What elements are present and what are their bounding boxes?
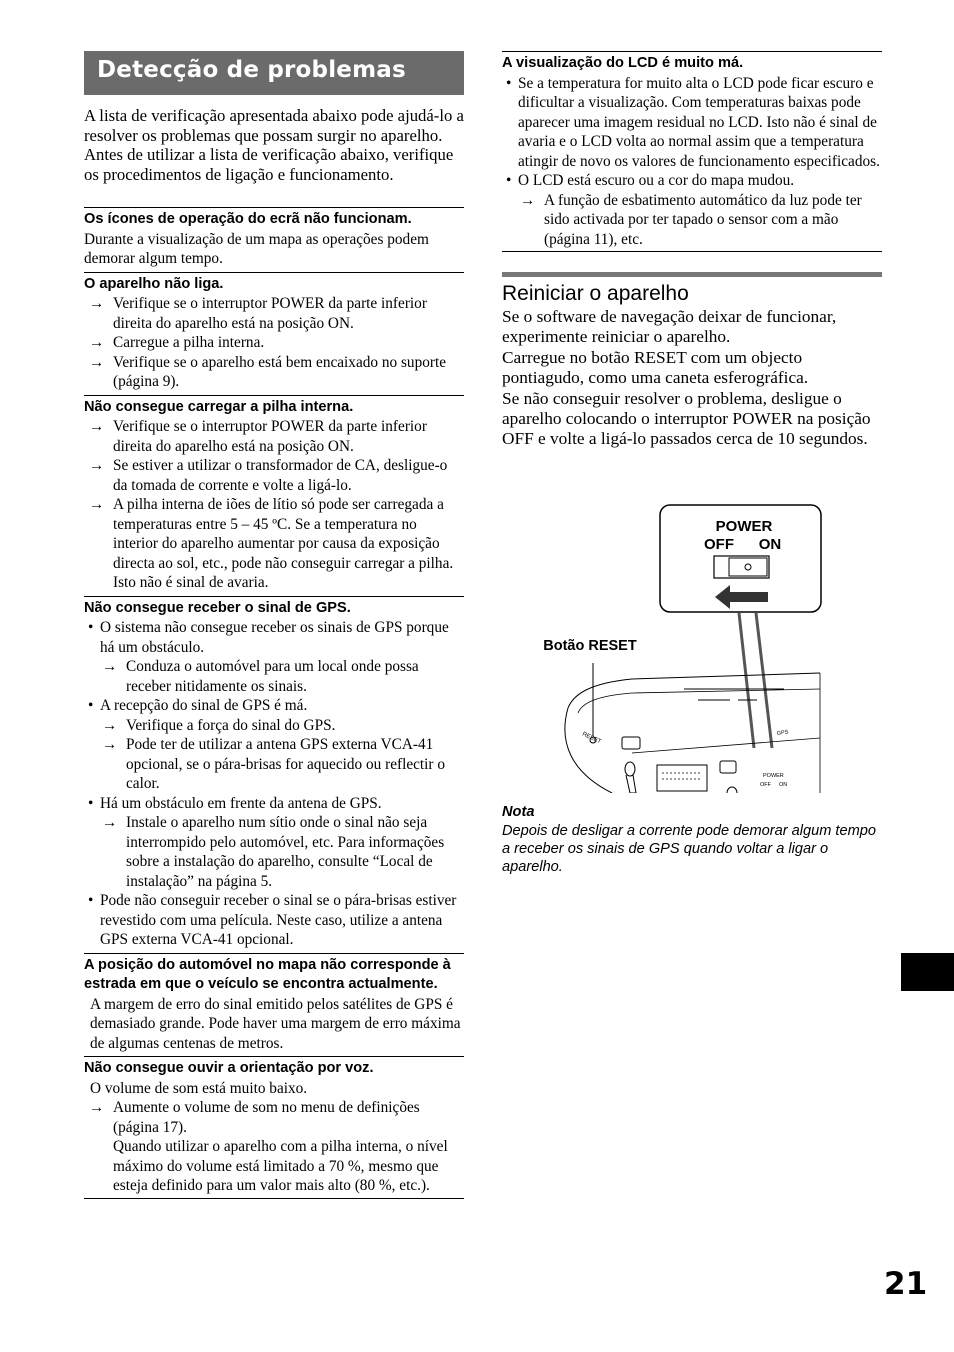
item-text: Pode ter de utilizar a antena GPS externa VCA-41 opcional, se o pára-brisas for aquecido ou reflectir o calor. — [126, 736, 445, 792]
section-heading: Não consegue ouvir a orientação por voz. — [84, 1060, 374, 1076]
section-text: A margem de erro do sinal emitido pelos satélites de GPS é demasiado grande. Pode haver uma margem de erro máxima de algumas centenas de metros. — [90, 995, 461, 1052]
paragraph: Carregue no botão RESET com um objecto pontiagudo, como uma caneta esferográfica. — [502, 347, 809, 388]
bullet-icon: • — [88, 794, 94, 812]
arrow-icon: → — [102, 716, 118, 734]
arrow-item — [502, 191, 882, 250]
device-reset-label: RESET — [581, 731, 602, 746]
callout-line — [756, 613, 772, 748]
switch-knob — [729, 558, 767, 576]
device-outline — [578, 689, 820, 713]
strap-lug — [626, 775, 636, 793]
arrow-icon: → — [89, 418, 105, 435]
on-label: ON — [758, 536, 782, 553]
arrow-icon: → — [89, 457, 105, 474]
section-heading: Os ícones de operação do ecrã não funcionam. — [84, 211, 412, 227]
section-heading: Não consegue carregar a pilha interna. — [84, 398, 354, 415]
section-voice — [84, 1056, 464, 1199]
bullet-icon: • — [506, 74, 512, 92]
arrow-item — [84, 735, 464, 794]
bullet-item — [502, 74, 882, 172]
section-heading: Não consegue receber o sinal de GPS. — [84, 599, 351, 616]
bullet-item — [84, 618, 464, 657]
off-label: OFF — [704, 536, 734, 553]
section-battery — [84, 395, 464, 593]
device-on-label: ON — [779, 782, 788, 788]
power-label: POWER — [715, 518, 773, 535]
item-text: Verifique se o interruptor POWER da parte inferior direita do aparelho está na posição ON. — [113, 295, 427, 332]
section-text: Durante a visualização de um mapa as operações podem demorar algum tempo. — [84, 230, 429, 267]
section-gps — [84, 596, 464, 950]
arrow-item — [84, 716, 464, 736]
bullet-item — [84, 794, 464, 814]
reset-text — [502, 307, 882, 450]
card-slot — [657, 765, 707, 791]
paragraph: Se não conseguir resolver o problema, desligue o aparelho colocando o interruptor POWER na posição OFF e volte a ligá-lo passados cerca de 10 segundos. — [502, 388, 871, 449]
item-text: O sistema não consegue receber os sinais de GPS porque há um obstáculo. — [100, 619, 449, 656]
section-heading: O aparelho não liga. — [84, 275, 224, 292]
right-column — [502, 51, 882, 876]
section-position — [84, 953, 464, 1054]
section-lcd — [502, 51, 882, 252]
arrow-icon: → — [89, 334, 105, 351]
device-outline — [632, 738, 820, 753]
page-title-bar — [84, 51, 464, 95]
bullet-icon: • — [88, 697, 94, 714]
page-number: 21 — [884, 1266, 928, 1302]
strap-lug — [625, 762, 635, 776]
bullet-icon: • — [88, 619, 94, 636]
section-heading: A visualização do LCD é muito má. — [502, 55, 744, 71]
page-title: Detecção de problemas — [97, 57, 406, 83]
item-text: Conduza o automóvel para um local onde possa receber nitidamente os sinais. — [126, 658, 419, 695]
arrow-item — [84, 657, 464, 696]
item-text: A função de esbatimento automático da luz pode ter sido activada por ter tapado o sensor com a mão (página 11), etc. — [544, 191, 862, 248]
item-text: Verifique se o interruptor POWER da parte inferior direita do aparelho está na posição ON. — [113, 418, 427, 455]
arrow-icon: → — [520, 191, 536, 209]
device-gps-label: GPS — [776, 729, 789, 737]
arrow-item — [84, 353, 464, 392]
intro — [84, 106, 464, 184]
arrow-item — [84, 333, 464, 353]
bullet-icon: • — [88, 892, 94, 909]
item-text: Carregue a pilha interna. — [113, 334, 265, 351]
bullet-item — [84, 696, 464, 716]
item-text: Há um obstáculo em frente da antena de GPS. — [100, 794, 382, 812]
heading-rule — [502, 272, 882, 277]
section-tab-marker — [901, 953, 954, 991]
device-off-label: OFF — [760, 782, 771, 788]
connector-port — [622, 737, 640, 749]
section-text: Quando utilizar o aparelho com a pilha interna, o nível máximo do volume está limitado a 70 %, mesmo que esteja definido para um valor mais alto (80 %, etc.). — [113, 1138, 448, 1194]
arrow-item — [84, 813, 464, 891]
item-text: Se a temperatura for muito alta o LCD pode ficar escuro e dificultar a visualização. Com temperaturas baixas pode aparecer uma imagem residual no LCD. Isto não é sinal de avaria e o LCD volta ao normal assim que a temperatura atingir de novo os valores de funcionamento especificados. — [518, 74, 880, 170]
section-heading: Reiniciar o aparelho — [502, 282, 689, 305]
strap-lug — [727, 787, 737, 793]
section-heading: A posição do automóvel no mapa não corresponde à estrada em que o veículo se encontra actualmente. — [84, 956, 451, 992]
item-text: Verifique a força do sinal do GPS. — [126, 716, 336, 734]
arrow-icon: → — [89, 295, 105, 312]
callout-line — [739, 613, 754, 748]
paragraph: Se o software de navegação deixar de funcionar, experimente reiniciar o aparelho. — [502, 307, 837, 347]
arrow-icon: → — [89, 1099, 105, 1116]
item-text: Se estiver a utilizar o transformador de CA, desligue-o da tomada de corrente e volte a ligá-lo. — [113, 457, 448, 494]
arrow-icon: → — [102, 814, 118, 831]
note-text: Depois de desligar a corrente pode demorar algum tempo a receber os sinais de GPS quando voltar a ligar o aparelho. — [502, 823, 876, 876]
bullet-item — [502, 171, 882, 191]
bullet-item — [84, 891, 464, 950]
device-outline — [565, 708, 612, 793]
item-text: A pilha interna de iões de lítio só pode ser carregada a temperaturas entre 5 – 45 ºC. Se a temperatura no interior do aparelho aumentar por causa da exposição directa ao sol, etc., pode não conseguir carregar a pilha. Isto não é sinal de avaria. — [113, 496, 454, 591]
item-text: Verifique se o aparelho está bem encaixado no suporte (página 9). — [113, 353, 447, 390]
device-power-label: POWER — [763, 773, 784, 779]
bullet-icon: • — [506, 172, 512, 189]
arrow-icon: → — [89, 496, 105, 513]
item-text: O LCD está escuro ou a cor do mapa mudou. — [518, 172, 795, 189]
arrow-item — [84, 294, 464, 333]
section-text: O volume de som está muito baixo. — [90, 1079, 308, 1097]
section-no-power — [84, 272, 464, 392]
note-heading: Nota — [502, 804, 535, 820]
arrow-icon: → — [102, 736, 118, 753]
section-icons — [84, 207, 464, 269]
arrow-item — [84, 456, 464, 495]
reset-illustration — [502, 503, 882, 793]
note — [502, 803, 882, 877]
side-port — [720, 761, 736, 773]
item-text: Pode não conseguir receber o sinal se o pára-brisas estiver revestido com uma película. Neste caso, utilize a antena GPS externa VCA-41 opcional. — [100, 892, 457, 948]
item-text: Instale o aparelho num sítio onde o sinal não seja interrompido pelo automóvel, etc. Para informações sobre a instalação do aparelho, consulte “Local de instalação” na página 5. — [126, 814, 445, 890]
arrow-icon: → — [102, 658, 118, 675]
item-text: A recepção do sinal de GPS é má. — [100, 697, 308, 714]
item-text: Aumente o volume de som no menu de definições (página 17). — [113, 1099, 420, 1136]
intro-paragraph: Antes de utilizar a lista de verificação abaixo, verifique os procedimentos de ligação e funcionamento. — [84, 145, 454, 184]
reset-callout-label: Botão RESET — [543, 638, 637, 654]
arrow-item — [84, 1098, 464, 1137]
left-column — [84, 51, 464, 1199]
arrow-item — [84, 417, 464, 456]
intro-paragraph: A lista de verificação apresentada abaixo pode ajudá-lo a resolver os problemas que possam surgir no aparelho. — [84, 106, 464, 145]
arrow-item — [84, 495, 464, 593]
device-outline — [568, 673, 820, 708]
arrow-icon: → — [89, 353, 105, 371]
